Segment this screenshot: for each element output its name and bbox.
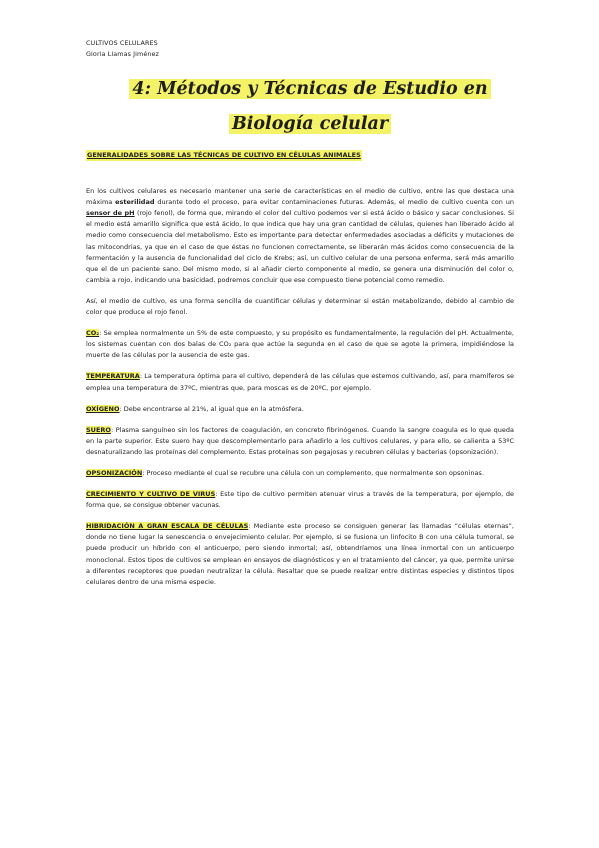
temperatura-text: : La temperatura óptima para el cultivo, dependerá de las células que estemos cultivando, así, para mamíferos se emplea una temperatura de 37ºC, mientras que, para moscas es de 20ºC, por ejemplo.	[86, 372, 514, 392]
paragraph-culture-medium: Así, el medio de cultivo, es una forma sencilla de cuantificar células y determinar si están metabolizando, debido al cambio de color que produce el rojo fenol.	[86, 296, 514, 317]
title-line-2-text: Biología celular	[229, 114, 391, 134]
opsonizacion-text: : Proceso mediante el cual se recubre una célula con un complemento, que normalmente son opsoninas.	[142, 468, 484, 477]
opsonizacion-label: OPSONIZACIÓN	[86, 468, 143, 477]
paragraph-oxigeno	[86, 404, 514, 415]
oxigeno-label: OXÍGENO	[86, 404, 120, 413]
paragraph-opsonizacion	[86, 468, 514, 479]
document-body	[86, 150, 514, 598]
header-course: CULTIVOS CELULARES	[86, 39, 158, 47]
virus-label: CRECIMIENTO Y CULTIVO DE VIRUS	[86, 490, 216, 499]
paragraph-co2	[86, 328, 514, 361]
paragraph-suero	[86, 425, 514, 458]
suero-label: SUERO	[86, 425, 111, 434]
paragraph-intro	[86, 186, 514, 286]
virus-text: : Este tipo de cultivo permiten atenuar virus a través de la temperatura, por ejemplo, de forma que, se consigue obtener vacunas.	[86, 490, 514, 510]
co2-text: : Se emplea normalmente un 5% de este compuesto, y su propósito es fundamentalmente, la regulación del pH. Actualmente, los sistemas cuentan con dos balas de CO₂ para que actúe la segunda en el caso de que se agote la primera, impidiéndose la muerte de las células por la ausencia de este gas.	[86, 329, 514, 360]
page-title-line-1	[70, 74, 550, 104]
suero-text: : Plasma sanguíneo sin los factores de coagulación, en concreto fibrinógenos. Cuando la sangre coagula es lo que queda en la parte superior. Este suero hay que descomplementarlo para añadirlo a los cultivos celulares, y para ello, se calienta a 53ºC desnaturalizando las proteínas del complemento. Estas proteínas son pegajosas y recubren células y bacterias (opsonización).	[86, 425, 514, 456]
paragraph-virus	[86, 489, 514, 511]
co2-label: CO₂	[86, 329, 100, 338]
intro-text-c: durante todo el proceso, para evitar contaminaciones futuras. Además, el medio de cultivo cuenta con un	[154, 198, 514, 207]
hibridacion-label: HIBRIDACIÓN A GRAN ESCALA DE CÉLULAS	[86, 522, 249, 531]
intro-bold-esterilidad: esterilidad	[115, 198, 155, 207]
page-title-line-2	[70, 109, 550, 139]
oxigeno-text: : Debe encontrarse al 21%, al igual que en la atmósfera.	[119, 404, 304, 413]
header-author: Gloria Llamas Jiménez	[86, 49, 159, 58]
title-line-1-text: 4: Métodos y Técnicas de Estudio en	[129, 79, 490, 99]
document-header	[86, 38, 159, 59]
intro-text-a: En los cultivos celulares es necesario mantener una serie de características en el medio de cultivo, entre las que destaca una máxima	[86, 187, 514, 207]
intro-bold-ph-sensor: sensor de pH	[86, 209, 135, 218]
section-heading: GENERALIDADES SOBRE LAS TÉCNICAS DE CULTIVO EN CÉLULAS ANIMALES	[86, 150, 362, 161]
paragraph-hibridacion	[86, 521, 514, 588]
intro-text-e: (rojo fenol), de forma que, mirando el color del cultivo podemos ver si está ácido o básico y sacar conclusiones. Si el medio está amarillo significa que está ácido, lo que indica que hay una gran cantidad de células, quienes han liberado ácido al medio como consecuencia del metabolismo. Esto es importante para detectar enfermedades asociadas a déficits y mutaciones de las mitocondrias, ya que en el caso de que éstas no funcionen correctamente, se liberarán más ácidos como consecuencia de la fermentación y la ausencia de funcionalidad del ciclo de Krebs; así, un cultivo celular de una persona enferma, será más amarillo que el de un paciente sano. Del mismo modo, si al añadir cierto componente al medio, se genera una disminución del color o, cambia a rojo, indicando una basicidad, podremos concluir que ese compuesto tiene potencial como remedio.	[86, 209, 514, 284]
temperatura-label: TEMPERATURA	[86, 372, 140, 381]
paragraph-temperatura	[86, 371, 514, 393]
hibridacion-text: : Mediante este proceso se consiguen generar las llamadas “células eternas”, donde no tiene lugar la senescencia o envejecimiento celular. Por ejemplo, si se fusiona un linfocito B con una célula tumoral, se puede producir un híbrido con el anticuerpo, pero siendo inmortal; así, obtendríamos una línea inmortal con un anticuerpo monoclonal. Estos tipos de cultivos se emplean en ensayos de diagnósticos y en el tratamiento del cáncer, ya que, permite unirse a diferentes receptores que puedan neutralizar la célula. Resaltar que se puede realizar entre distintas especies y distintos tipos celulares dentro de una misma especie.	[86, 522, 514, 586]
